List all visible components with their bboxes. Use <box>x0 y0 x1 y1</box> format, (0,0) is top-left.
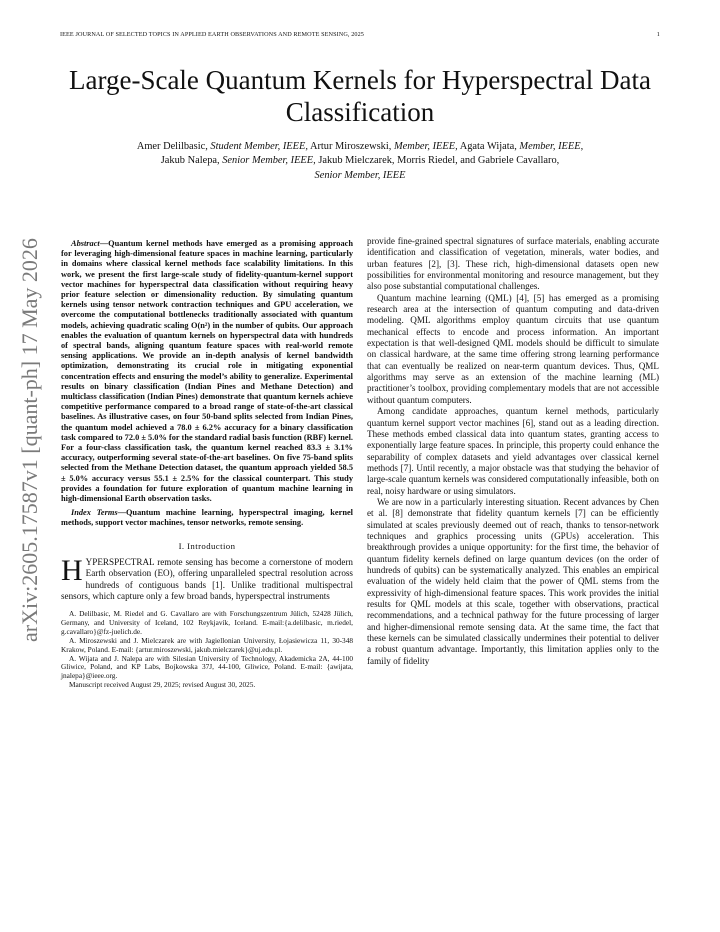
author-name: Jakub Nalepa, <box>160 155 223 167</box>
footnote: A. Wijata and J. Nalepa are with Silesian University of Technology, Akademicka 2A, 44-100 Gliwice, Poland, and KP Labs, Bojkowska 37J, 44-100, Gliwice, Poland. E-mail: {awijata, jnalepa}@ieee.org. <box>61 653 353 681</box>
intro-paragraph <box>61 554 353 602</box>
abstract-lead: Abstract <box>71 239 100 248</box>
paper-title: Large-Scale Quantum Kernels for Hyperspectral Data Classification <box>68 65 651 127</box>
footnote: Manuscript received August 29, 2025; revised August 30, 2025. <box>69 680 256 690</box>
arxiv-identifier-stamp: arXiv:2605.17587v1 [quant-ph] 17 May 2026 <box>17 238 42 642</box>
body-paragraph: We are now in a particularly interesting situation. Recent advances by Chen et al. [8] demonstrate that fidelity quantum kernels [7] can be efficiently simulated at scales previously deemed out of reach, thanks to tensor-network techniques and graphics processing units (GPUs) acceleration. This breakthrough provides a unique opportunity: for the first time, the behavior of quantum fidelity kernels defined on large quantum devices (on the order of hundreds of qubits) can be systematically analyzed. This enables an empirical evaluation of the widely held claim that the power of QML stems from the expressivity of high-dimensional feature spaces. This work provides the initial results for QML models at this scale, together with observations, practical recommendations, and a technical pathway for the future processing of larger and higher-dimensional remote sensing data. At the same time, the fact that these kernels can be simulated classically undermines their potential to deliver a robust quantum advantage. Importantly, this limitation applies only to the family of fidelity <box>367 496 659 666</box>
author-list <box>60 140 660 183</box>
body-paragraph: Quantum machine learning (QML) [4], [5] has emerged as a promising research area at the intersection of quantum computing and data-driven modeling. QML algorithms employ quantum circuits that use quantum mechanical effects to encode and process information. An important expectation is that well-designed QML models should be difficult to simulate on classical hardware, at the same time offering strong learning performance that can eventually be realized on near-term quantum devices. Thus, QML algorithms may serve as an extension of the machine learning (ML) practitioner’s toolbox, providing complementary models that are not accessible without quantum computers. <box>367 292 659 405</box>
index-terms <box>61 508 353 528</box>
page-number: 1 <box>656 31 660 38</box>
drop-cap: H <box>61 554 83 588</box>
intro-paragraph-text: YPERSPECTRAL remote sensing has become a cornerstone of modern Earth observation (EO), offering unparalleled spectral resolution across hundreds of contiguous bands [1]. Unlike traditional multispectral sensors, which capture only a few broad bands, hyperspectral instruments <box>61 557 353 602</box>
author-role: Member, IEEE, <box>393 141 458 152</box>
left-column <box>61 239 353 690</box>
author-line-3 <box>60 169 660 183</box>
index-terms-text: —Quantum machine learning, hyperspectral imaging, kernel methods, support vector machines, tensor networks, remote sensing. <box>61 508 353 528</box>
author-line-1 <box>60 140 660 154</box>
author-name: Amer Delilbasic, <box>136 141 211 152</box>
abstract-text: —Quantum kernel methods have emerged as a promising approach for leveraging high-dimensional feature spaces in machine learning, particularly in domains where classical kernel methods face scalability limitations. In this work, we present the first large-scale study of fidelity-quantum-kernel support vector machines for hyperspectral data classification without requiring heavy prior feature selection or dimensionality reduction. By simulating quantum kernels using tensor network contraction techniques and GPU acceleration, we overcome the computational bottlenecks traditionally associated with quantum models, achieving quadratic scaling O(n²) in the number of qubits. Our approach enables the evaluation of quantum kernels on hyperspectral data with hundreds of spectral bands, aligning quantum feature spaces with real-world remote sensing applications. We provide an in-depth analysis of kernel bandwidth optimization, demonstrating its crucial role in mitigating exponential concentration effects and ensuring the model’s ability to generalize. Experimental results on binary classification (Indian Pines and Methane Detection) and multiclass classification (Indian Pines) demonstrate that quantum kernels achieve competitive performance compared to a broad range of state-of-the-art classical baselines. As illustrative cases, on four 50-band splits selected from Indian Pines, the quantum model achieved a 78.0 ± 6.2% accuracy for a binary classification task compared to 72.0 ± 5.0% for the standard radial basis function (RBF) kernel. For a four-class classification task, the quantum kernel reached 83.3 ± 3.1% accuracy, outperforming several state-of-the-art baselines. On five 75-band splits selected from the Methane Detection dataset, the quantum approach yielded 58.5 ± 5.0% accuracy versus 55.1 ± 2.5% for the classical counterpart. This study provides a foundation for future exploration of quantum machine learning in high-dimensional Earth observation tasks. <box>61 239 353 504</box>
abstract <box>61 239 353 504</box>
index-terms-lead: Index Terms <box>71 508 118 518</box>
author-role: Member, IEEE, <box>519 141 584 152</box>
footnote: A. Miroszewski and J. Mielczarek are with Jagiellonian University, Łojasiewicza 11, 30-348 Krakow, Poland. E-mail: {artur.miroszewski, jakub.mielczarek}@uj.edu.pl. <box>61 635 353 654</box>
body-paragraph: provide fine-grained spectral signatures of surface materials, enabling accurate identification and classification of vegetation, minerals, water bodies, and urban features [2], [3]. These rich, high-dimensional datasets open new possibilities for environmental monitoring and resource management, but they also pose substantial computational challenges. <box>367 236 659 292</box>
running-header <box>60 31 660 41</box>
body-paragraph: Among candidate approaches, quantum kernel methods, particularly quantum kernel support vector machines [6], stand out as a leading direction. These methods embed classical data into quantum states, granting access to exponentially large feature spaces. In principle, this property could enhance the separability of complex datasets and yield advantages over classical kernel methods [7]. Until recently, a major obstacle was that studying the behavior of large-scale quantum kernels was considered computationally infeasible, both on real, noisy hardware or using simulators. <box>367 406 659 496</box>
author-name: Agata Wijata, <box>457 141 520 152</box>
author-line-2 <box>60 154 660 168</box>
journal-name: IEEE JOURNAL OF SELECTED TOPICS IN APPLIED EARTH OBSERVATIONS AND REMOTE SENSING, 2025 <box>60 31 364 38</box>
author-role: Senior Member, IEEE, <box>222 155 316 167</box>
footnote: A. Delilbasic, M. Riedel and G. Cavallaro are with Forschungszentrum Jülich, 52428 Jülich, Germany, and University of Iceland, 102 Reykjavík, Iceland. E-mail:{a.delilbasic, m.riedel, g.cavallaro}@fz-juelich.de. <box>61 609 353 637</box>
author-name: Jakub Mielczarek, Morris Riedel, and Gabriele Cavallaro, <box>315 155 560 167</box>
author-role: Student Member, IEEE, <box>210 141 308 152</box>
right-column <box>367 236 659 667</box>
author-role: Senior Member, IEEE <box>314 169 406 181</box>
section-heading-introduction: I. Introduction <box>178 540 236 551</box>
author-name: Artur Miroszewski, <box>307 141 394 152</box>
author-footnotes <box>61 610 353 690</box>
